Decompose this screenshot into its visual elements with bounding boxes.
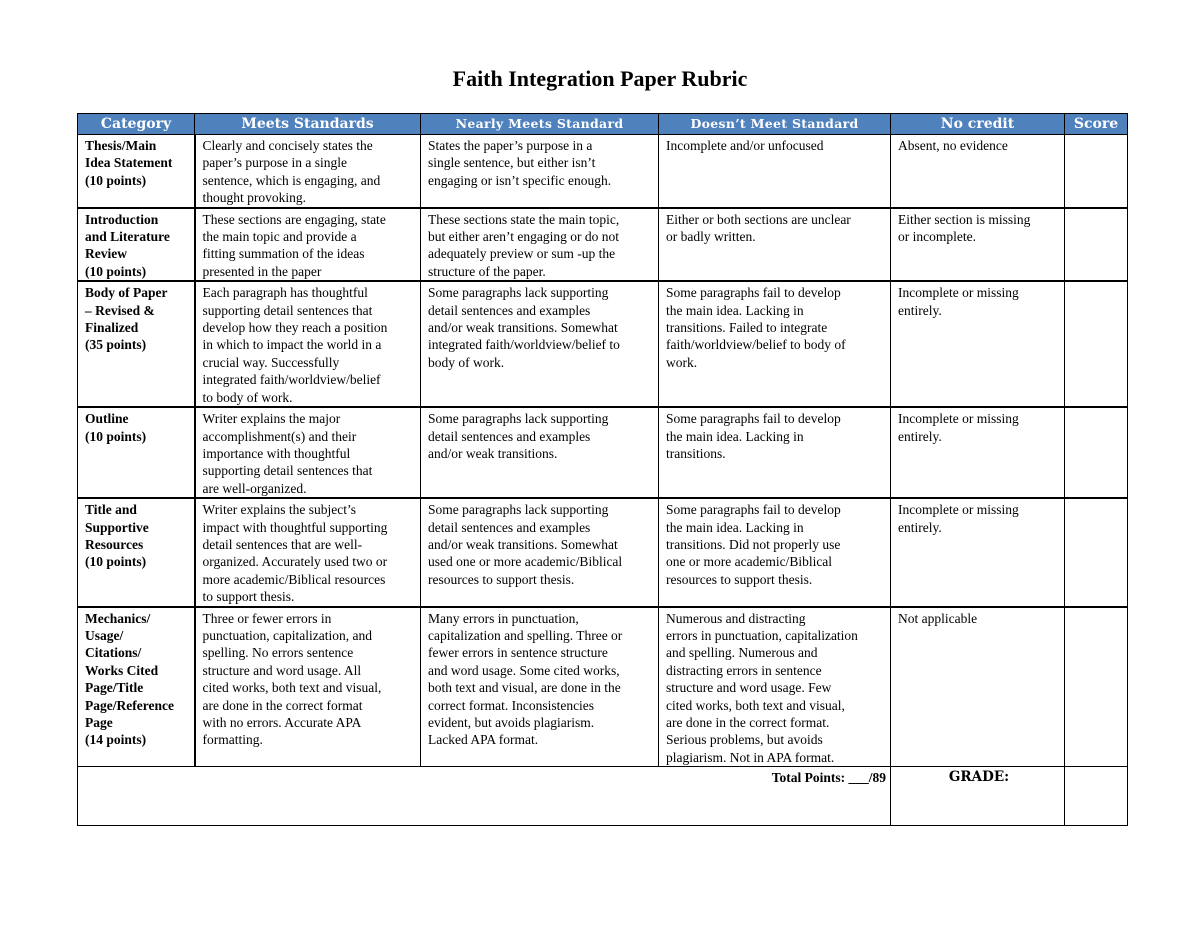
category-cell — [78, 407, 195, 498]
category-label: Body of Paper – Revised & Finalized (35 points) — [85, 285, 168, 353]
doesnt-text: Some paragraphs fail to develop the main idea. Lacking in transitions. — [666, 411, 841, 461]
score-cell[interactable] — [1065, 607, 1128, 767]
no-credit-text: Absent, no evidence — [898, 138, 1008, 153]
meets-cell — [195, 498, 421, 606]
category-label: Thesis/Main Idea Statement (10 points) — [85, 138, 173, 188]
header-row — [78, 114, 1128, 135]
rubric-row-title-resources — [78, 498, 1128, 606]
meets-cell — [195, 607, 421, 767]
nearly-text: Some paragraphs lack supporting detail sentences and examples and/or weak transitions. — [428, 411, 609, 461]
score-cell[interactable] — [1065, 281, 1128, 407]
category-cell — [78, 135, 195, 208]
category-label: Introduction and Literature Review (10 points) — [85, 211, 170, 279]
header-nearly-meets-standard: Nearly Meets Standard — [421, 114, 659, 135]
header-no-credit: No credit — [891, 114, 1065, 135]
category-cell — [78, 208, 195, 282]
rubric-row-outline — [78, 407, 1128, 498]
no-credit-cell — [891, 498, 1065, 606]
meets-cell — [195, 135, 421, 208]
nearly-cell — [421, 281, 659, 407]
header-score: Score — [1065, 114, 1128, 135]
doesnt-text: Numerous and distracting errors in punctuation, capitalization and spelling. Numerous and distracting errors in sentence structure and word usage. Few cited works, both text and visual, are done in the correct format. Serious problems, but avoids plagiarism. Not in APA format. — [666, 610, 858, 765]
category-cell — [78, 498, 195, 606]
total-points: Total Points: ___/89 — [78, 767, 891, 826]
doesnt-cell — [659, 281, 891, 407]
rubric-row-body-of-paper — [78, 281, 1128, 407]
category-label: Mechanics/ Usage/ Citations/ Works Cited Page/Title Page/Reference Page (14 points) — [85, 610, 174, 748]
rubric-row-mechanics — [78, 607, 1128, 767]
no-credit-cell — [891, 407, 1065, 498]
header-doesnt-meet-standard: Doesn’t Meet Standard — [659, 114, 891, 135]
nearly-text: States the paper’s purpose in a single sentence, but either isn’t engaging or isn’t specific enough. — [428, 138, 612, 188]
nearly-text: Some paragraphs lack supporting detail sentences and examples and/or weak transitions. Somewhat integrated faith/worldview/belief to body of work. — [428, 285, 620, 370]
category-label: Title and Supportive Resources (10 points) — [85, 502, 149, 570]
doesnt-text: Incomplete and/or unfocused — [666, 138, 824, 153]
doesnt-cell — [659, 135, 891, 208]
doesnt-cell — [659, 407, 891, 498]
meets-cell — [195, 281, 421, 407]
nearly-text: Some paragraphs lack supporting detail sentences and examples and/or weak transitions. Somewhat used one or more academic/Biblical resources to support thesis. — [428, 502, 623, 587]
no-credit-text: Incomplete or missing entirely. — [898, 411, 1019, 444]
category-label: Outline (10 points) — [85, 411, 147, 444]
nearly-cell — [421, 135, 659, 208]
score-cell[interactable] — [1065, 498, 1128, 606]
no-credit-text: Incomplete or missing entirely. — [898, 502, 1019, 535]
rubric-row-thesis — [78, 135, 1128, 208]
no-credit-cell — [891, 607, 1065, 767]
meets-text: Three or fewer errors in punctuation, capitalization, and spelling. No errors sentence structure and word usage. All cited works, both text and visual, are done in the correct format with no errors. Accurate APA formatting. — [202, 610, 382, 748]
grade-label: GRADE: — [891, 767, 1065, 826]
page-title: Faith Integration Paper Rubric — [452, 66, 748, 91]
meets-text: Writer explains the subject’s impact with thoughtful supporting detail sentences that are well- organized. Accurately used two or more academic/Biblical resources to support thesis. — [202, 502, 388, 605]
rubric-table — [77, 113, 1128, 826]
total-row — [78, 767, 1128, 826]
no-credit-text: Incomplete or missing entirely. — [898, 285, 1019, 318]
score-cell[interactable] — [1065, 135, 1128, 208]
meets-text: Clearly and concisely states the paper’s purpose in a single sentence, which is engaging, and thought provoking. — [202, 138, 381, 206]
rubric-row-introduction — [78, 208, 1128, 282]
no-credit-text: Not applicable — [898, 610, 978, 626]
doesnt-cell — [659, 208, 891, 282]
no-credit-text: Either section is missing or incomplete. — [898, 211, 1031, 245]
meets-cell — [195, 208, 421, 282]
meets-text: Each paragraph has thoughtful supporting detail sentences that develop how they reach a position in which to impact the world in a crucial way. Successfully integrated faith/worldview/belief to body of work. — [202, 285, 388, 405]
no-credit-cell — [891, 135, 1065, 208]
doesnt-text: Some paragraphs fail to develop the main idea. Lacking in transitions. Did not properly use one or more academic/Biblical resources to support thesis. — [666, 502, 841, 587]
nearly-text: These sections state the main topic, but either aren’t engaging or do not adequately preview or sum -up the structure of the paper. — [428, 211, 620, 279]
score-cell[interactable] — [1065, 208, 1128, 282]
nearly-text: Many errors in punctuation, capitalization and spelling. Three or fewer errors in sentence structure and word usage. Some cited works, both text and visual, are done in the correct format. Inconsistencies evident, but avoids plagiarism. Lacked APA format. — [428, 610, 623, 748]
meets-text: These sections are engaging, state the main topic and provide a fitting summation of the ideas presented in the paper — [202, 211, 386, 279]
category-cell — [78, 607, 195, 767]
nearly-cell — [421, 607, 659, 767]
score-cell[interactable] — [1065, 407, 1128, 498]
header-meets-standards: Meets Standards — [195, 114, 421, 135]
doesnt-cell — [659, 498, 891, 606]
header-category: Category — [78, 114, 195, 135]
nearly-cell — [421, 208, 659, 282]
doesnt-text: Some paragraphs fail to develop the main idea. Lacking in transitions. Failed to integrate faith/worldview/belief to body of work. — [666, 285, 846, 370]
meets-cell — [195, 407, 421, 498]
meets-text: Writer explains the major accomplishment(s) and their importance with thoughtful supporting detail sentences that are well-organized. — [202, 411, 373, 496]
doesnt-cell — [659, 607, 891, 767]
nearly-cell — [421, 407, 659, 498]
nearly-cell — [421, 498, 659, 606]
no-credit-cell — [891, 281, 1065, 407]
category-cell — [78, 281, 195, 407]
doesnt-text: Either or both sections are unclear or badly written. — [666, 211, 851, 245]
no-credit-cell — [891, 208, 1065, 282]
grade-value-cell[interactable] — [1065, 767, 1128, 826]
